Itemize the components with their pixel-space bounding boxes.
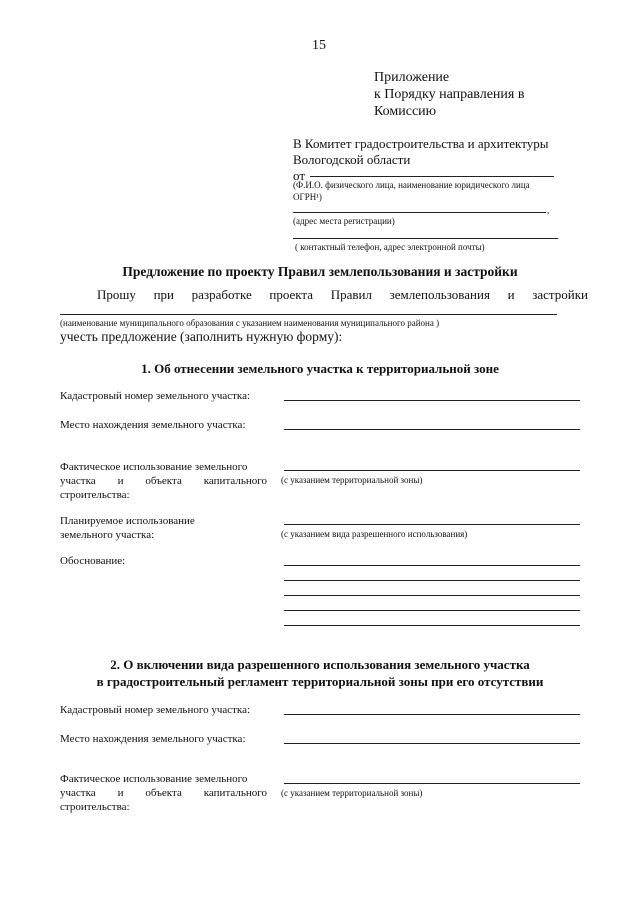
s2-location-field[interactable] <box>284 743 580 744</box>
from-field-line-2[interactable] <box>293 212 546 213</box>
s1-actual-use-line-1: Фактическое использование земельного <box>60 461 248 473</box>
from-field-line[interactable] <box>310 176 554 177</box>
s2-actual-use-field[interactable] <box>284 783 580 784</box>
s1-cadastral-label: Кадастровый номер земельного участка: <box>60 390 251 402</box>
request-word: разработке <box>191 287 252 302</box>
s2-actual-use-line-3: строительства: <box>60 801 130 813</box>
addressee-line-1: В Комитет градостроительства и архитектуры <box>293 136 549 151</box>
municipality-hint: (наименование муниципального образования с указанием наименования муниципального района ) <box>60 318 440 328</box>
request-word: Правил <box>330 287 372 302</box>
s1-planned-use-field[interactable] <box>284 524 580 525</box>
from-label: от <box>293 168 306 183</box>
section-2-title-line-1: 2. О включении вида разрешенного использования земельного участка <box>110 657 530 672</box>
s1-location-label: Место нахождения земельного участка: <box>60 419 246 431</box>
page-number: 15 <box>312 38 326 53</box>
s1-justification-line[interactable] <box>284 580 580 581</box>
appendix-line-3: Комиссию <box>374 104 437 119</box>
address-hint: (адрес места регистрации) <box>293 216 395 226</box>
s1-actual-use-field[interactable] <box>284 470 580 471</box>
s1-planned-use-line-2: земельного участка: <box>60 529 155 541</box>
document-title: Предложение по проекту Правил землепользования и застройки <box>122 264 518 279</box>
s2-actual-use-line-2 <box>60 786 267 800</box>
appendix-line-2: к Порядку направления в <box>374 87 525 102</box>
s1-location-field[interactable] <box>284 429 580 430</box>
section-1-title: 1. Об отнесении земельного участка к территориальной зоне <box>141 361 499 376</box>
request-line <box>97 287 588 303</box>
request-tail: учесть предложение (заполнить нужную форму): <box>60 329 343 344</box>
s1-word: и <box>117 475 124 487</box>
s1-justification-line[interactable] <box>284 565 580 566</box>
request-word: и <box>507 287 515 302</box>
s1-actual-use-label <box>60 460 267 502</box>
s2-word: капитального <box>203 787 267 799</box>
s1-cadastral-field[interactable] <box>284 400 580 401</box>
contact-field-line[interactable] <box>293 238 558 239</box>
s2-actual-use-line-1: Фактическое использование земельного <box>60 773 248 785</box>
section-2-title-line-2: в градостроительный регламент территориальной зоны при его отсутствии <box>96 674 544 689</box>
request-word: застройки <box>532 287 588 302</box>
s2-word: участка <box>60 787 96 799</box>
from-hint-2: ОГРН¹) <box>293 192 322 202</box>
appendix-line-1: Приложение <box>374 70 450 85</box>
request-word: проекта <box>269 287 314 302</box>
s1-actual-use-line-2 <box>60 474 267 488</box>
s1-justification-line[interactable] <box>284 610 580 611</box>
s2-cadastral-field[interactable] <box>284 714 580 715</box>
s1-word: капитального <box>203 475 267 487</box>
s1-planned-use-line-1: Планируемое использование <box>60 515 195 527</box>
s2-cadastral-label: Кадастровый номер земельного участка: <box>60 704 251 716</box>
s2-word: и <box>117 787 124 799</box>
s1-word: объекта <box>145 475 182 487</box>
section-2-title <box>0 656 640 690</box>
request-word: Прошу <box>97 287 136 302</box>
addressee-line-2: Вологодской области <box>293 152 411 167</box>
s1-actual-use-hint: (с указанием территориальной зоны) <box>281 475 423 485</box>
s1-justification-line[interactable] <box>284 625 580 626</box>
s2-location-label: Место нахождения земельного участка: <box>60 733 246 745</box>
appendix-header <box>374 69 524 120</box>
s1-justification-label: Обоснование: <box>60 555 126 567</box>
s1-actual-use-line-3: строительства: <box>60 489 130 501</box>
s2-actual-use-label <box>60 772 267 814</box>
s1-planned-use-hint: (с указанием вида разрешенного использования) <box>281 529 468 539</box>
contact-hint: ( контактный телефон, адрес электронной почты) <box>295 242 485 252</box>
s1-planned-use-label <box>60 514 195 542</box>
s1-justification-line[interactable] <box>284 595 580 596</box>
s2-actual-use-hint: (с указанием территориальной зоны) <box>281 788 423 798</box>
s2-word: объекта <box>145 787 182 799</box>
s1-word: участка <box>60 475 96 487</box>
comma: , <box>547 205 550 215</box>
request-word: при <box>153 287 174 302</box>
from-hint-1: (Ф.И.О. физического лица, наименование юридического лица <box>293 180 530 190</box>
request-word: землепользования <box>389 287 490 302</box>
municipality-field-line[interactable] <box>60 314 557 315</box>
